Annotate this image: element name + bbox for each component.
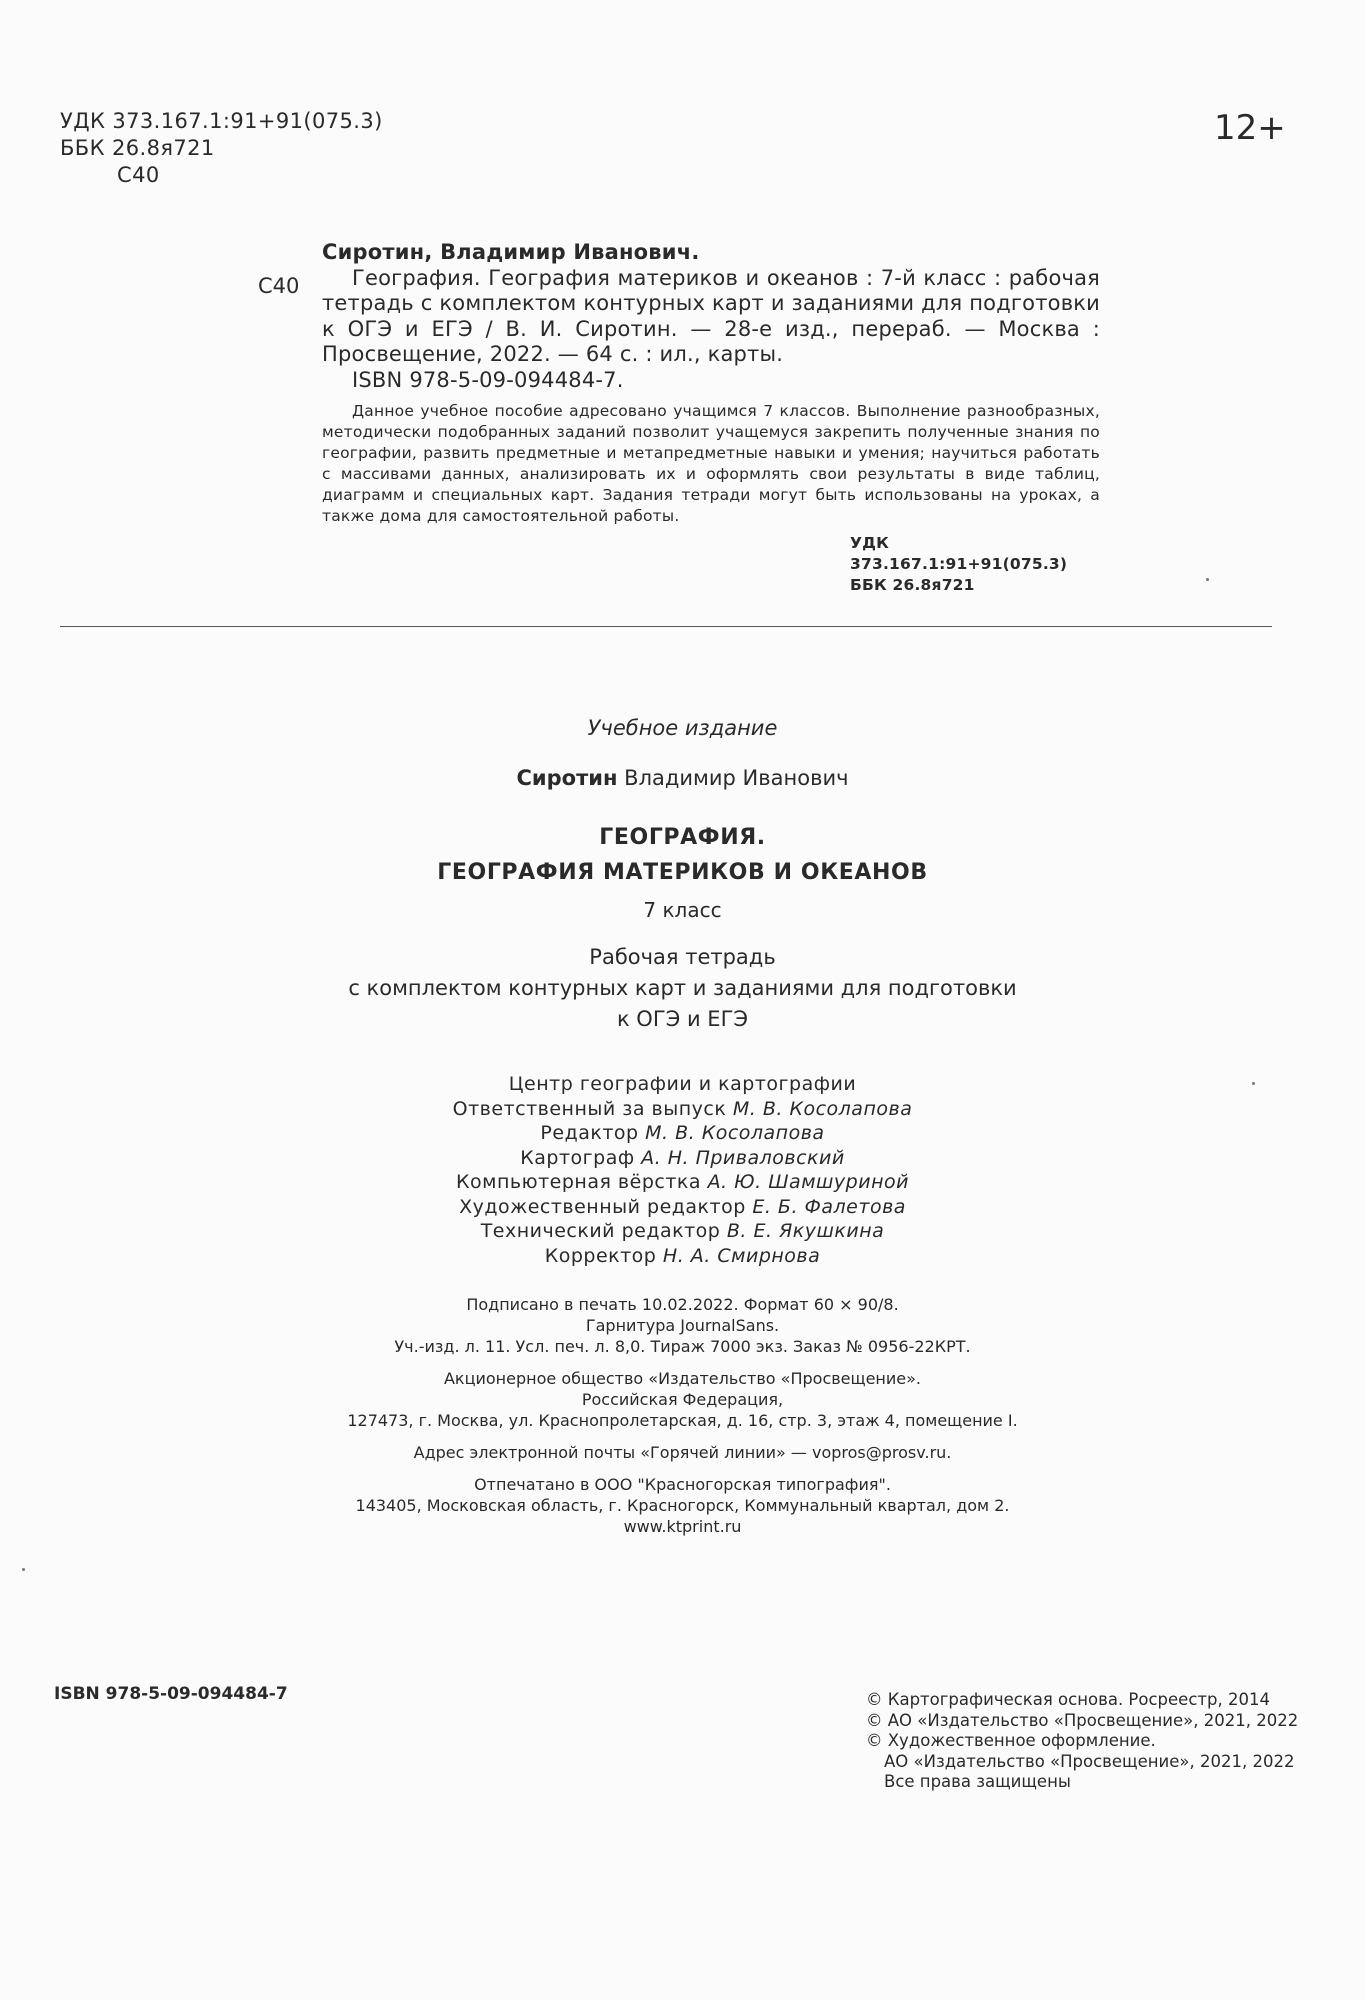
book-title <box>0 820 1365 890</box>
staff-role: Корректор <box>544 1244 657 1267</box>
subtitle-line-3: к ОГЭ и ЕГЭ <box>616 1007 749 1031</box>
staff-name: А. Н. Приваловский <box>641 1146 845 1169</box>
staff-role: Редактор <box>540 1122 639 1144</box>
staff-row <box>0 1146 1365 1171</box>
subtitle-line-2: с комплектом контурных карт и заданиями для подготовки <box>348 976 1017 1000</box>
staff-row <box>0 1244 1365 1269</box>
printer-website: www.ktprint.ru <box>623 1517 742 1536</box>
catalog-author: Сиротин, Владимир Иванович. <box>322 240 700 264</box>
typeface: Гарнитура JournalSans. <box>585 1316 780 1335</box>
subtitle <box>0 942 1365 1035</box>
copyright-line: АО «Издательство «Просвещение», 2021, 2022 <box>884 1751 1295 1771</box>
publishing-center: Центр географии и картографии <box>508 1073 857 1095</box>
bibliographic-description: География. География материков и океанов : 7-й класс : рабочая тетрадь с комплектом контурных карт и заданиями для подготовки к ОГЭ и ЕГЭ / В. И. Сиротин. — 28-е изд., перераб. — Москва : Просвещение, 2022. — 64 с. : ил., карты. <box>322 265 1100 366</box>
bbk-code: ББК 26.8я721 <box>60 136 215 160</box>
signed-to-print: Подписано в печать 10.02.2022. Формат 60 × 90/8. <box>466 1295 899 1314</box>
scan-speck <box>1252 1082 1255 1085</box>
scan-speck <box>1206 578 1209 581</box>
staff-name: М. В. Косолапова <box>645 1122 825 1144</box>
staff-name: Н. А. Смирнова <box>662 1244 821 1267</box>
staff-role: Технический редактор <box>480 1220 721 1242</box>
copyright-line: Все права защищены <box>884 1772 1071 1791</box>
edition-type: Учебное издание <box>587 716 778 740</box>
staff-list <box>0 1072 1365 1268</box>
publisher-address: 127473, г. Москва, ул. Краснопролетарская, д. 16, стр. 3, этаж 4, помещение I. <box>347 1411 1018 1430</box>
udk-code: УДК 373.167.1:91+91(075.3) <box>60 109 383 133</box>
copyright-line: © АО «Издательство «Просвещение», 2021, 2022 <box>866 1710 1299 1730</box>
catalog-isbn: ISBN 978-5-09-094484-7. <box>352 367 624 392</box>
catalog-bbk: ББК 26.8я721 <box>850 576 975 594</box>
printer-address: 143405, Московская область, г. Красногорск, Коммунальный квартал, дом 2. <box>355 1496 1010 1515</box>
title-line-1: ГЕОГРАФИЯ. <box>599 825 766 850</box>
staff-role: Компьютерная вёрстка <box>456 1171 702 1193</box>
hotline-email: Адрес электронной почты «Горячей линии» — vopros@prosv.ru. <box>413 1443 952 1462</box>
publisher-country: Российская Федерация, <box>581 1390 784 1409</box>
footer-isbn: ISBN 978-5-09-094484-7 <box>54 1684 288 1704</box>
copyright-block <box>866 1690 1298 1793</box>
catalog-card-index: С40 <box>258 274 300 298</box>
publisher-name: Акционерное общество «Издательство «Просвещение». <box>443 1369 922 1388</box>
age-rating: 12+ <box>1214 108 1286 148</box>
grade: 7 класс <box>643 898 722 922</box>
divider-line <box>60 626 1272 627</box>
annotation: Данное учебное пособие адресовано учащимся 7 классов. Выполнение разнообразных, методически подобранных заданий позволит учащемуся закрепить полученные знания по географии, развить предметные и метапредметные навыки и умения; научиться работать с массивами данных, анализировать их и оформлять свои результаты в виде таблиц, диаграмм и специальных карт. Задания тетради могут быть использованы на уроках, а также дома для самостоятельной работы. <box>322 402 1100 525</box>
scan-speck <box>22 1568 25 1571</box>
catalog-udk: УДК 373.167.1:91+91(075.3) <box>850 534 1068 573</box>
printer-name: Отпечатано в ООО "Красногорская типография". <box>474 1475 891 1494</box>
staff-role: Ответственный за выпуск <box>452 1097 727 1120</box>
copyright-line: © Картографическая основа. Росреестр, 2014 <box>866 1690 1270 1709</box>
staff-row <box>0 1219 1365 1244</box>
title-line-2: ГЕОГРАФИЯ МАТЕРИКОВ И ОКЕАНОВ <box>437 860 928 885</box>
staff-role: Картограф <box>520 1146 635 1169</box>
author-surname: Сиротин <box>516 766 618 790</box>
staff-name: В. Е. Якушкина <box>726 1220 885 1242</box>
staff-row <box>0 1097 1365 1122</box>
staff-row <box>0 1170 1365 1195</box>
catalog-card <box>322 240 1100 596</box>
print-info <box>0 1294 1365 1537</box>
copyright-line: © Художественное оформление. <box>866 1731 1156 1750</box>
classification-block <box>60 108 383 189</box>
subtitle-line-1: Рабочая тетрадь <box>589 945 776 969</box>
staff-role: Художественный редактор <box>459 1195 746 1218</box>
staff-row <box>0 1195 1365 1220</box>
staff-row <box>0 1121 1365 1146</box>
staff-name: М. В. Косолапова <box>732 1097 913 1120</box>
print-run: Уч.-изд. л. 11. Усл. печ. л. 8,0. Тираж 7000 экз. Заказ № 0956-22КРТ. <box>394 1337 971 1356</box>
author-given-names: Владимир Иванович <box>624 766 849 790</box>
staff-name: Е. Б. Фалетова <box>752 1195 906 1218</box>
imprint-author <box>0 766 1365 790</box>
author-mark: С40 <box>117 163 160 187</box>
staff-name: А. Ю. Шамшуриной <box>707 1171 909 1193</box>
